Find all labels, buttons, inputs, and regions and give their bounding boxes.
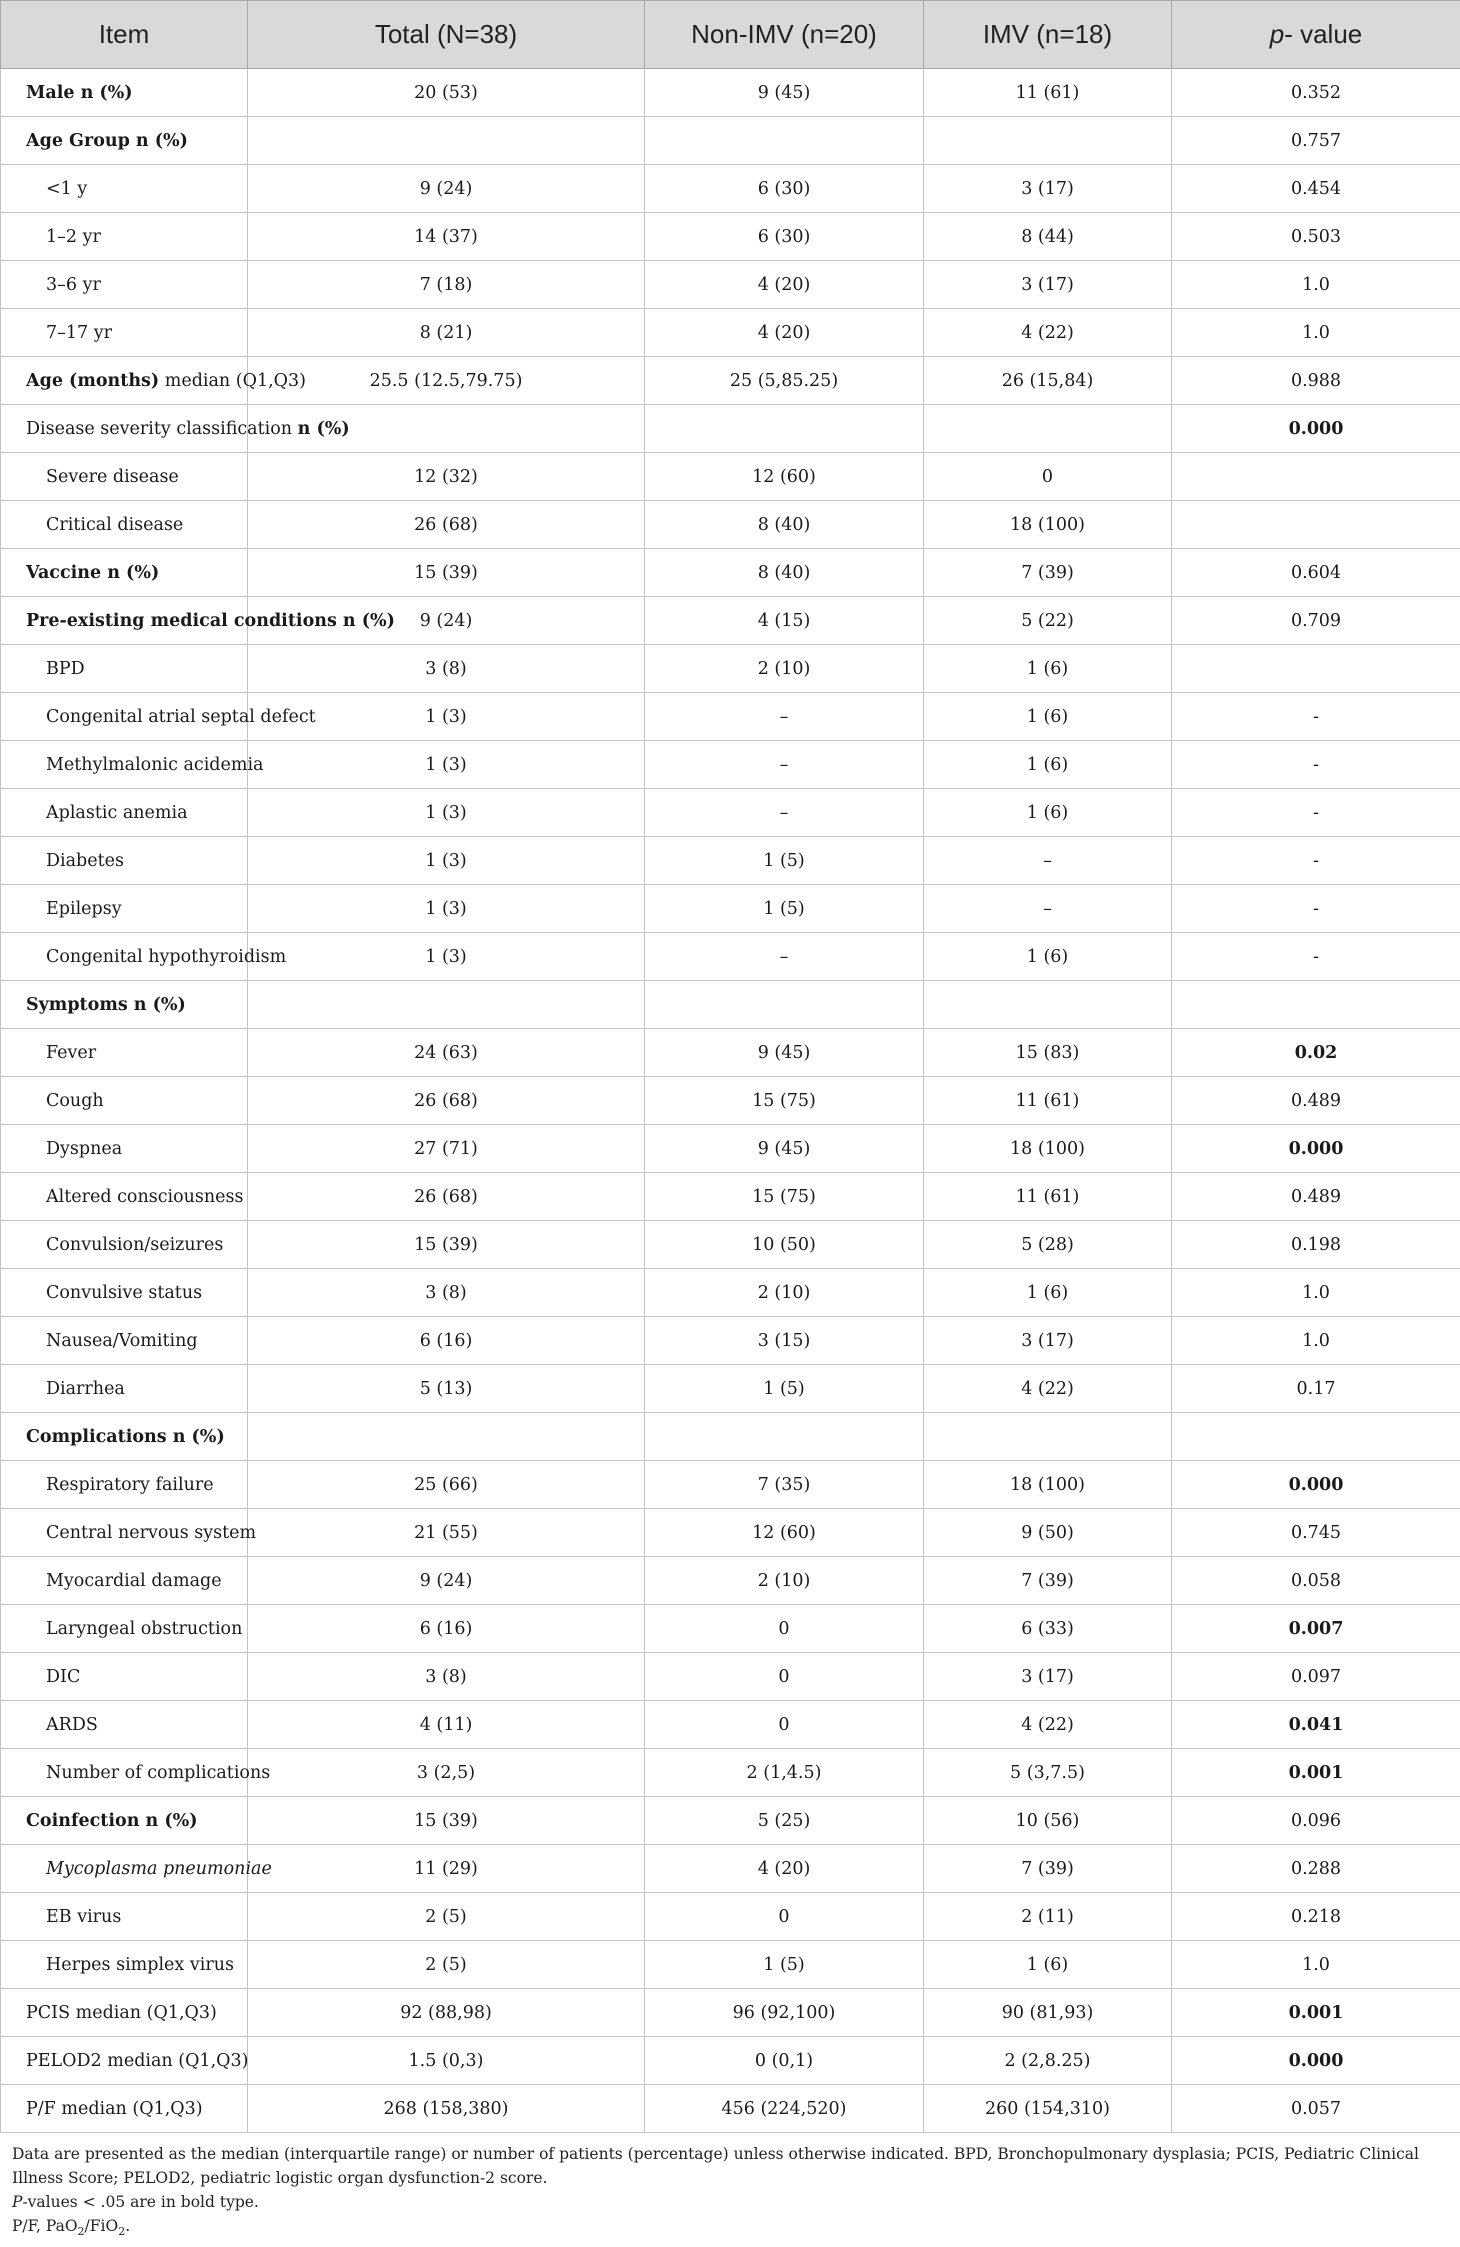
- table-footnotes: [0, 2133, 1460, 2244]
- row-label: Congenital hypothyroidism: [1, 933, 248, 981]
- table-row: [1, 1365, 1460, 1413]
- cell-non-imv: 4 (20): [645, 1845, 924, 1893]
- cell-non-imv: 1 (5): [645, 1365, 924, 1413]
- cell-total: 2 (5): [248, 1941, 645, 1989]
- cell-non-imv: [645, 405, 924, 453]
- cell-non-imv: [645, 981, 924, 1029]
- cell-non-imv: 0: [645, 1893, 924, 1941]
- row-label: Convulsion/seizures: [1, 1221, 248, 1269]
- cell-imv: 2 (2,8.25): [924, 2037, 1172, 2085]
- cell-non-imv: –: [645, 693, 924, 741]
- cell-non-imv: 25 (5,85.25): [645, 357, 924, 405]
- cell-p-value: -: [1172, 885, 1460, 933]
- cell-total: 1 (3): [248, 933, 645, 981]
- cell-total: 1 (3): [248, 885, 645, 933]
- row-label: Pre-existing medical conditions n (%): [1, 597, 248, 645]
- cell-p-value: 0.454: [1172, 165, 1460, 213]
- row-label-plain: Disease severity classification: [26, 418, 298, 439]
- cell-p-value: [1172, 501, 1460, 549]
- cell-p-value: 1.0: [1172, 1317, 1460, 1365]
- cell-total: 3 (8): [248, 1269, 645, 1317]
- cell-total: [248, 981, 645, 1029]
- row-label: Respiratory failure: [1, 1461, 248, 1509]
- cell-imv: 1 (6): [924, 741, 1172, 789]
- col-header-p-value: [1172, 1, 1460, 69]
- table-row: [1, 1989, 1460, 2037]
- row-label: Myocardial damage: [1, 1557, 248, 1605]
- cell-non-imv: 9 (45): [645, 1029, 924, 1077]
- row-label: Laryngeal obstruction: [1, 1605, 248, 1653]
- table-row: [1, 645, 1460, 693]
- table-row: [1, 1605, 1460, 1653]
- footnote-p-italic: P: [12, 2193, 23, 2211]
- cell-total: 9 (24): [248, 1557, 645, 1605]
- row-label-rest: median (Q1,Q3): [159, 370, 306, 391]
- cell-imv: 4 (22): [924, 309, 1172, 357]
- cell-total: 15 (39): [248, 1221, 645, 1269]
- row-label-bold: n (%): [297, 418, 350, 439]
- cell-p-value: 0.02: [1172, 1029, 1460, 1077]
- table-row: [1, 1413, 1460, 1461]
- cell-total: 24 (63): [248, 1029, 645, 1077]
- row-label: Central nervous system: [1, 1509, 248, 1557]
- table-row: [1, 2037, 1460, 2085]
- row-label: [1, 405, 350, 453]
- cell-total: 3 (8): [248, 645, 645, 693]
- table-row: [1, 405, 1460, 453]
- cell-total: 9 (24): [248, 597, 645, 645]
- cell-total: 14 (37): [248, 213, 645, 261]
- cell-p-value: 1.0: [1172, 309, 1460, 357]
- cell-p-value: 1.0: [1172, 1269, 1460, 1317]
- cell-p-value: 0.745: [1172, 1509, 1460, 1557]
- cell-imv: 3 (17): [924, 165, 1172, 213]
- row-label: Coinfection n (%): [1, 1797, 248, 1845]
- cell-imv: [924, 981, 1172, 1029]
- cell-non-imv: 3 (15): [645, 1317, 924, 1365]
- row-label: Symptoms n (%): [1, 981, 248, 1029]
- table-row: [1, 549, 1460, 597]
- row-label: Nausea/Vomiting: [1, 1317, 248, 1365]
- p-letter: p: [1269, 19, 1285, 49]
- cell-imv: 11 (61): [924, 1077, 1172, 1125]
- table-row: [1, 1797, 1460, 1845]
- cell-p-value: [1172, 645, 1460, 693]
- cell-total: 20 (53): [248, 69, 645, 117]
- cell-imv: 18 (100): [924, 1125, 1172, 1173]
- cell-p-value: 0.709: [1172, 597, 1460, 645]
- row-label: Aplastic anemia: [1, 789, 248, 837]
- cell-non-imv: 8 (40): [645, 501, 924, 549]
- table-row: [1, 789, 1460, 837]
- cell-non-imv: 6 (30): [645, 165, 924, 213]
- cell-total: 12 (32): [248, 453, 645, 501]
- cell-p-value: 0.096: [1172, 1797, 1460, 1845]
- cell-non-imv: –: [645, 933, 924, 981]
- cell-p-value: 0.007: [1172, 1605, 1460, 1653]
- table-row: [1, 1557, 1460, 1605]
- cell-total: 15 (39): [248, 549, 645, 597]
- row-label: PCIS median (Q1,Q3): [1, 1989, 248, 2037]
- footnote-pf-b: /FiO: [84, 2217, 119, 2235]
- table-row: [1, 1893, 1460, 1941]
- cell-p-value: 0.057: [1172, 2085, 1460, 2133]
- col-header-total: Total (N=38): [248, 1, 645, 69]
- cell-imv: 11 (61): [924, 1173, 1172, 1221]
- cell-imv: 1 (6): [924, 933, 1172, 981]
- row-label: Number of complications: [1, 1749, 248, 1797]
- cell-non-imv: –: [645, 741, 924, 789]
- cell-p-value: -: [1172, 933, 1460, 981]
- row-label: DIC: [1, 1653, 248, 1701]
- table-body: [1, 69, 1460, 2133]
- cell-imv: 18 (100): [924, 1461, 1172, 1509]
- cell-non-imv: [645, 117, 924, 165]
- cell-p-value: 0.503: [1172, 213, 1460, 261]
- row-label: Methylmalonic acidemia: [1, 741, 248, 789]
- cell-non-imv: 456 (224,520): [645, 2085, 924, 2133]
- row-label: Convulsive status: [1, 1269, 248, 1317]
- cell-p-value: 1.0: [1172, 1941, 1460, 1989]
- cell-imv: 6 (33): [924, 1605, 1172, 1653]
- cell-p-value: -: [1172, 741, 1460, 789]
- cell-imv: 7 (39): [924, 549, 1172, 597]
- cell-imv: 7 (39): [924, 1845, 1172, 1893]
- row-label: Dyspnea: [1, 1125, 248, 1173]
- cell-p-value: 0.352: [1172, 69, 1460, 117]
- cell-non-imv: 9 (45): [645, 69, 924, 117]
- cell-imv: 11 (61): [924, 69, 1172, 117]
- row-label: ARDS: [1, 1701, 248, 1749]
- cell-non-imv: 1 (5): [645, 885, 924, 933]
- cell-non-imv: 4 (20): [645, 309, 924, 357]
- row-label: Male n (%): [1, 69, 248, 117]
- cell-p-value: 1.0: [1172, 261, 1460, 309]
- cell-total: 26 (68): [248, 1173, 645, 1221]
- cell-total: 7 (18): [248, 261, 645, 309]
- footnote-pf-sub1: 2: [77, 2225, 85, 2239]
- row-label: Severe disease: [1, 453, 248, 501]
- cell-non-imv: 1 (5): [645, 837, 924, 885]
- cell-p-value: 0.097: [1172, 1653, 1460, 1701]
- cell-non-imv: 4 (15): [645, 597, 924, 645]
- cell-p-value: 0.17: [1172, 1365, 1460, 1413]
- table-row: [1, 1653, 1460, 1701]
- cell-imv: 9 (50): [924, 1509, 1172, 1557]
- row-label: Epilepsy: [1, 885, 248, 933]
- cell-non-imv: –: [645, 789, 924, 837]
- table-row: [1, 981, 1460, 1029]
- cell-total: 3 (8): [248, 1653, 645, 1701]
- cell-p-value: [1172, 1413, 1460, 1461]
- cell-non-imv: 8 (40): [645, 549, 924, 597]
- table-row: [1, 1125, 1460, 1173]
- footnote-p-text: -values < .05 are in bold type.: [22, 2193, 259, 2211]
- cell-total: 8 (21): [248, 309, 645, 357]
- table-row: [1, 357, 1460, 405]
- row-label: PELOD2 median (Q1,Q3): [1, 2037, 248, 2085]
- cell-imv: 2 (11): [924, 1893, 1172, 1941]
- table-row: [1, 885, 1460, 933]
- p-suffix: - value: [1284, 19, 1363, 49]
- footnote-significance: [12, 2190, 1448, 2214]
- cell-non-imv: 6 (30): [645, 213, 924, 261]
- table-row: [1, 933, 1460, 981]
- cell-p-value: [1172, 453, 1460, 501]
- cell-p-value: 0.058: [1172, 1557, 1460, 1605]
- cell-non-imv: 0: [645, 1701, 924, 1749]
- footnote-pf-c: .: [125, 2217, 131, 2235]
- row-label: Altered consciousness: [1, 1173, 248, 1221]
- row-label: Cough: [1, 1077, 248, 1125]
- row-label: Critical disease: [1, 501, 248, 549]
- cell-non-imv: 1 (5): [645, 1941, 924, 1989]
- table-row: [1, 1077, 1460, 1125]
- cell-p-value: 0.757: [1172, 117, 1460, 165]
- row-label: Congenital atrial septal defect: [1, 693, 248, 741]
- table-row: [1, 213, 1460, 261]
- cell-p-value: 0.198: [1172, 1221, 1460, 1269]
- header-row: [1, 1, 1460, 69]
- col-header-item: Item: [1, 1, 248, 69]
- cell-total: 268 (158,380): [248, 2085, 645, 2133]
- cell-non-imv: 7 (35): [645, 1461, 924, 1509]
- cell-imv: 1 (6): [924, 1269, 1172, 1317]
- cell-non-imv: 12 (60): [645, 453, 924, 501]
- table-row: [1, 165, 1460, 213]
- table-row: [1, 741, 1460, 789]
- cell-non-imv: 15 (75): [645, 1173, 924, 1221]
- table-row: [1, 1845, 1460, 1893]
- cell-non-imv: 9 (45): [645, 1125, 924, 1173]
- cell-total: 26 (68): [248, 1077, 645, 1125]
- footnote-pf-a: P/F, PaO: [12, 2217, 78, 2235]
- cell-p-value: 0.000: [1172, 1461, 1460, 1509]
- row-label: Diabetes: [1, 837, 248, 885]
- cell-non-imv: 0: [645, 1605, 924, 1653]
- table-row: [1, 1749, 1460, 1797]
- row-label: 3–6 yr: [1, 261, 248, 309]
- cell-imv: 3 (17): [924, 1317, 1172, 1365]
- cell-imv: 4 (22): [924, 1701, 1172, 1749]
- cell-p-value: 0.489: [1172, 1077, 1460, 1125]
- cell-p-value: 0.000: [1172, 1125, 1460, 1173]
- table-row: [1, 837, 1460, 885]
- cell-non-imv: [645, 1413, 924, 1461]
- footnote-abbreviations: Data are presented as the median (interquartile range) or number of patients (percentage) unless otherwise indicated. BPD, Bronchopulmonary dysplasia; PCIS, Pediatric Clinical Illness Score; PELOD2, pediatric logistic organ dysfunction-2 score.: [12, 2145, 1419, 2187]
- table-row: [1, 1701, 1460, 1749]
- cell-non-imv: 12 (60): [645, 1509, 924, 1557]
- cell-total: 1.5 (0,3): [248, 2037, 645, 2085]
- cell-total: 92 (88,98): [248, 1989, 645, 2037]
- cell-imv: 1 (6): [924, 693, 1172, 741]
- cell-imv: 3 (17): [924, 261, 1172, 309]
- row-label: <1 y: [1, 165, 248, 213]
- row-label: Complications n (%): [1, 1413, 248, 1461]
- cell-non-imv: 5 (25): [645, 1797, 924, 1845]
- col-header-imv: IMV (n=18): [924, 1, 1172, 69]
- cell-total: [248, 1413, 645, 1461]
- cell-total: 11 (29): [248, 1845, 645, 1893]
- table-row: [1, 693, 1460, 741]
- cell-total: 6 (16): [248, 1605, 645, 1653]
- cell-total: 2 (5): [248, 1893, 645, 1941]
- row-label: Mycoplasma pneumoniae: [1, 1845, 248, 1893]
- table-row: [1, 69, 1460, 117]
- table-row: [1, 261, 1460, 309]
- cell-p-value: 0.288: [1172, 1845, 1460, 1893]
- cell-total: 1 (3): [248, 693, 645, 741]
- table-row: [1, 2085, 1460, 2133]
- table-row: [1, 1941, 1460, 1989]
- table-row: [1, 1269, 1460, 1317]
- cell-total: 26 (68): [248, 501, 645, 549]
- cell-total: 5 (13): [248, 1365, 645, 1413]
- table-row: [1, 1173, 1460, 1221]
- cell-imv: 18 (100): [924, 501, 1172, 549]
- cell-p-value: 0.041: [1172, 1701, 1460, 1749]
- cell-imv: 8 (44): [924, 213, 1172, 261]
- table-row: [1, 597, 1460, 645]
- table-row: [1, 1461, 1460, 1509]
- row-label: Vaccine n (%): [1, 549, 248, 597]
- cell-p-value: 0.001: [1172, 1989, 1460, 2037]
- table-row: [1, 453, 1460, 501]
- cell-imv: 90 (81,93): [924, 1989, 1172, 2037]
- cell-imv: 5 (28): [924, 1221, 1172, 1269]
- cell-total: 1 (3): [248, 789, 645, 837]
- table-row: [1, 117, 1460, 165]
- cell-total: 9 (24): [248, 165, 645, 213]
- row-label-bold: Age (months): [26, 370, 160, 391]
- row-label: BPD: [1, 645, 248, 693]
- cell-imv: [924, 1413, 1172, 1461]
- cell-p-value: 0.218: [1172, 1893, 1460, 1941]
- cell-imv: 260 (154,310): [924, 2085, 1172, 2133]
- cell-imv: 15 (83): [924, 1029, 1172, 1077]
- row-label: Fever: [1, 1029, 248, 1077]
- cell-imv: 4 (22): [924, 1365, 1172, 1413]
- cell-imv: [924, 405, 1172, 453]
- table-row: [1, 501, 1460, 549]
- row-label: P/F median (Q1,Q3): [1, 2085, 248, 2133]
- cell-total: 4 (11): [248, 1701, 645, 1749]
- cell-imv: 3 (17): [924, 1653, 1172, 1701]
- cell-non-imv: 2 (10): [645, 1557, 924, 1605]
- cell-p-value: 0.988: [1172, 357, 1460, 405]
- cell-p-value: -: [1172, 789, 1460, 837]
- cell-non-imv: 10 (50): [645, 1221, 924, 1269]
- cell-total: 1 (3): [248, 741, 645, 789]
- cell-p-value: 0.001: [1172, 1749, 1460, 1797]
- cell-total: 15 (39): [248, 1797, 645, 1845]
- cell-non-imv: 0 (0,1): [645, 2037, 924, 2085]
- row-label: [1, 357, 306, 405]
- cell-imv: [924, 117, 1172, 165]
- cell-imv: –: [924, 885, 1172, 933]
- table-row: [1, 1509, 1460, 1557]
- cell-p-value: 0.000: [1172, 405, 1460, 453]
- table-row: [1, 1221, 1460, 1269]
- cell-total: [248, 117, 645, 165]
- cell-imv: 26 (15,84): [924, 357, 1172, 405]
- row-label: 7–17 yr: [1, 309, 248, 357]
- row-label: Diarrhea: [1, 1365, 248, 1413]
- cell-imv: 0: [924, 453, 1172, 501]
- cell-total: 25.5 (12.5,79.75): [248, 357, 645, 405]
- cell-total: 25 (66): [248, 1461, 645, 1509]
- table-row: [1, 309, 1460, 357]
- row-label: 1–2 yr: [1, 213, 248, 261]
- row-label: Age Group n (%): [1, 117, 248, 165]
- cell-non-imv: 96 (92,100): [645, 1989, 924, 2037]
- cell-imv: 7 (39): [924, 1557, 1172, 1605]
- cell-p-value: 0.604: [1172, 549, 1460, 597]
- cell-imv: 1 (6): [924, 789, 1172, 837]
- cell-total: 21 (55): [248, 1509, 645, 1557]
- footnote-pf-sub2: 2: [118, 2225, 126, 2239]
- table-row: [1, 1029, 1460, 1077]
- cell-imv: 10 (56): [924, 1797, 1172, 1845]
- cell-p-value: [1172, 981, 1460, 1029]
- table-row: [1, 1317, 1460, 1365]
- row-label: Herpes simplex virus: [1, 1941, 248, 1989]
- cell-imv: –: [924, 837, 1172, 885]
- row-label: EB virus: [1, 1893, 248, 1941]
- cell-non-imv: 2 (1,4.5): [645, 1749, 924, 1797]
- cell-total: 6 (16): [248, 1317, 645, 1365]
- cell-p-value: 0.489: [1172, 1173, 1460, 1221]
- cell-total: 27 (71): [248, 1125, 645, 1173]
- footnote-pf: [12, 2214, 1448, 2244]
- cell-non-imv: 15 (75): [645, 1077, 924, 1125]
- cell-imv: 1 (6): [924, 645, 1172, 693]
- cell-imv: 1 (6): [924, 1941, 1172, 1989]
- cell-p-value: 0.000: [1172, 2037, 1460, 2085]
- cell-p-value: -: [1172, 693, 1460, 741]
- cell-total: 1 (3): [248, 837, 645, 885]
- cell-total: 3 (2,5): [248, 1749, 645, 1797]
- cell-non-imv: 2 (10): [645, 1269, 924, 1317]
- cell-non-imv: 2 (10): [645, 645, 924, 693]
- cell-non-imv: 4 (20): [645, 261, 924, 309]
- cell-imv: 5 (3,7.5): [924, 1749, 1172, 1797]
- cell-non-imv: 0: [645, 1653, 924, 1701]
- cell-p-value: -: [1172, 837, 1460, 885]
- cell-imv: 5 (22): [924, 597, 1172, 645]
- col-header-non-imv: Non-IMV (n=20): [645, 1, 924, 69]
